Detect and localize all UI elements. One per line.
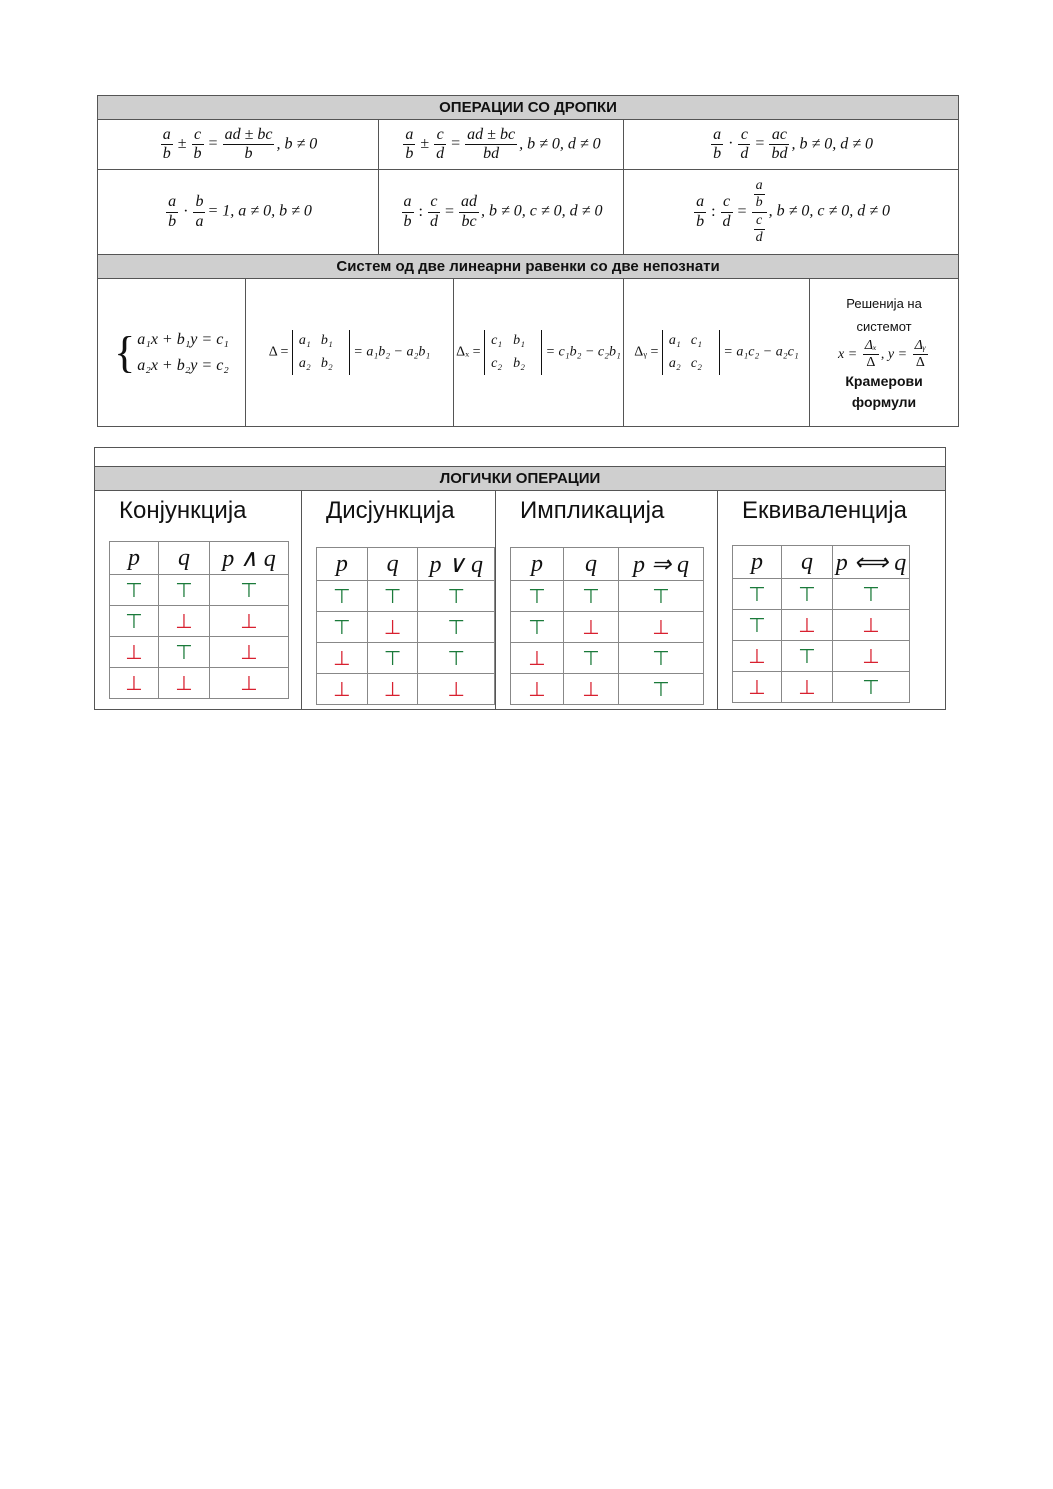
true-symbol: ⊤ <box>317 581 368 612</box>
false-symbol: ⊥ <box>733 641 782 672</box>
determinant-delta-y: Δᵧ = a₁ c₁ a₂ c₂ = a₁c₂ − a₂c₁ <box>624 279 810 427</box>
true-symbol: ⊤ <box>159 637 210 668</box>
truth-row <box>733 672 910 703</box>
determinant-delta: Δ = a₁ b₁ a₂ b₂ = a₁b₂ − a₂b₁ <box>246 279 454 427</box>
truth-row <box>511 581 704 612</box>
truth-row <box>511 612 704 643</box>
truth-table <box>316 547 495 705</box>
truth-row <box>317 643 495 674</box>
fraction-reciprocal-product: $\frac{a}{b}$ · $\frac{b}{a}$ = 1, a ≠ 0, b ≠ 0 <box>98 170 379 255</box>
true-symbol: ⊤ <box>564 643 619 674</box>
false-symbol: ⊥ <box>367 674 418 705</box>
fraction-complex: $\frac{a}{b}$ : $\frac{c}{d}$ = $\frac{\frac{a}{b}}{\frac{c}{d}}$ , b ≠ 0, c ≠ 0, d ≠ 0 <box>624 170 959 255</box>
fraction-product: $\frac{a}{b}$ · $\frac{c}{d}$ = $\frac{ac}{bd}$ , b ≠ 0, d ≠ 0 <box>624 120 959 170</box>
logic-header: ЛОГИЧКИ ОПЕРАЦИИ <box>95 467 946 491</box>
fraction-sum-same-denominator: $\frac{a}{b}$ ± $\frac{c}{b}$ = $\frac{ad \pm bc}{b}$ , b ≠ 0 <box>98 120 379 170</box>
false-symbol: ⊥ <box>418 674 495 705</box>
truth-row <box>733 610 910 641</box>
true-symbol: ⊤ <box>833 579 910 610</box>
fraction-sum-different-denominator: $\frac{a}{b}$ ± $\frac{c}{d}$ = $\frac{ad \pm bc}{bd}$ , b ≠ 0, d ≠ 0 <box>379 120 624 170</box>
true-symbol: ⊤ <box>418 581 495 612</box>
truth-row <box>110 668 289 699</box>
true-symbol: ⊤ <box>619 581 704 612</box>
truth-header: p ∨ q <box>418 548 495 581</box>
false-symbol: ⊥ <box>159 668 210 699</box>
true-symbol: ⊤ <box>511 581 564 612</box>
true-symbol: ⊤ <box>367 643 418 674</box>
true-symbol: ⊤ <box>833 672 910 703</box>
true-symbol: ⊤ <box>782 641 833 672</box>
truth-row <box>110 637 289 668</box>
truth-header: p <box>733 546 782 579</box>
truth-header: q <box>159 542 210 575</box>
fractions-header: ОПЕРАЦИИ СО ДРОПКИ <box>98 96 959 120</box>
truth-table-cell: Конјункција p q p ∧ q ⊤ ⊤ ⊤ ⊤ ⊥ ⊥ ⊥ ⊤ ⊥ ⊥ ⊥ ⊥ <box>95 491 302 710</box>
true-symbol: ⊤ <box>210 575 289 606</box>
truth-table <box>510 547 704 705</box>
false-symbol: ⊥ <box>833 610 910 641</box>
false-symbol: ⊥ <box>317 643 368 674</box>
truth-row <box>511 674 704 705</box>
cramer-formula: x = $\frac{\text{Δₓ}}{\Delta}$ , y = $\frac{\text{Δᵧ}}{\Delta}$ <box>838 338 927 371</box>
truth-row <box>733 579 910 610</box>
false-symbol: ⊥ <box>110 668 159 699</box>
true-symbol: ⊤ <box>367 581 418 612</box>
truth-row <box>317 674 495 705</box>
true-symbol: ⊤ <box>110 575 159 606</box>
false-symbol: ⊥ <box>782 610 833 641</box>
truth-header: q <box>367 548 418 581</box>
true-symbol: ⊤ <box>619 674 704 705</box>
truth-header: p <box>317 548 368 581</box>
linear-system: { a₁x + b₁y = c₁ a₂x + b₂y = c₂ <box>98 279 246 427</box>
truth-header: p ⟺ q <box>833 546 910 579</box>
false-symbol: ⊥ <box>367 612 418 643</box>
false-symbol: ⊥ <box>210 637 289 668</box>
false-symbol: ⊥ <box>782 672 833 703</box>
false-symbol: ⊥ <box>159 606 210 637</box>
fraction-division: $\frac{a}{b}$ : $\frac{c}{d}$ = $\frac{ad}{bc}$ , b ≠ 0, c ≠ 0, d ≠ 0 <box>379 170 624 255</box>
truth-row <box>511 643 704 674</box>
false-symbol: ⊥ <box>110 637 159 668</box>
true-symbol: ⊤ <box>159 575 210 606</box>
true-symbol: ⊤ <box>110 606 159 637</box>
true-symbol: ⊤ <box>733 610 782 641</box>
truth-row <box>110 575 289 606</box>
truth-header: q <box>564 548 619 581</box>
false-symbol: ⊥ <box>619 612 704 643</box>
cramer-solution: Решенија на системот x = $\frac{\text{Δₓ}}{\Delta}$ , y = $\frac{\text{Δᵧ}}{\Delta}$ Крамерови формули <box>810 279 959 427</box>
false-symbol: ⊥ <box>317 674 368 705</box>
truth-table-cell: Дисјункција p q p ∨ q ⊤ ⊤ ⊤ ⊤ ⊥ ⊤ ⊥ ⊤ ⊤ ⊥ ⊥ ⊥ <box>302 491 496 710</box>
true-symbol: ⊤ <box>564 581 619 612</box>
false-symbol: ⊥ <box>511 643 564 674</box>
true-symbol: ⊤ <box>733 579 782 610</box>
truth-table <box>732 545 910 703</box>
truth-row <box>733 641 910 672</box>
math-formula-sheet <box>97 95 959 427</box>
truth-row <box>110 606 289 637</box>
truth-header: p <box>511 548 564 581</box>
determinant-delta-x: Δₓ = c₁ b₁ c₂ b₂ = c₁b₂ − c₂b₁ <box>454 279 624 427</box>
truth-table <box>109 541 289 699</box>
true-symbol: ⊤ <box>619 643 704 674</box>
truth-header: p <box>110 542 159 575</box>
logic-operations-table <box>94 447 946 710</box>
truth-header: p ⇒ q <box>619 548 704 581</box>
truth-row <box>317 581 495 612</box>
truth-table-cell: Импликација p q p ⇒ q ⊤ ⊤ ⊤ ⊤ ⊥ ⊥ ⊥ ⊤ ⊤ ⊥ ⊥ ⊤ <box>496 491 718 710</box>
truth-header: q <box>782 546 833 579</box>
false-symbol: ⊥ <box>210 606 289 637</box>
true-symbol: ⊤ <box>418 612 495 643</box>
false-symbol: ⊥ <box>564 612 619 643</box>
true-symbol: ⊤ <box>317 612 368 643</box>
true-symbol: ⊤ <box>782 579 833 610</box>
false-symbol: ⊥ <box>511 674 564 705</box>
truth-header: p ∧ q <box>210 542 289 575</box>
truth-table-cell: Еквиваленција p q p ⟺ q ⊤ ⊤ ⊤ ⊤ ⊥ ⊥ ⊥ ⊤ ⊥ ⊥ ⊥ ⊤ <box>718 491 946 710</box>
false-symbol: ⊥ <box>210 668 289 699</box>
truth-row <box>317 612 495 643</box>
false-symbol: ⊥ <box>564 674 619 705</box>
false-symbol: ⊥ <box>833 641 910 672</box>
system-header: Систем од две линеарни равенки со две непознати <box>98 255 959 279</box>
false-symbol: ⊥ <box>733 672 782 703</box>
true-symbol: ⊤ <box>511 612 564 643</box>
true-symbol: ⊤ <box>418 643 495 674</box>
